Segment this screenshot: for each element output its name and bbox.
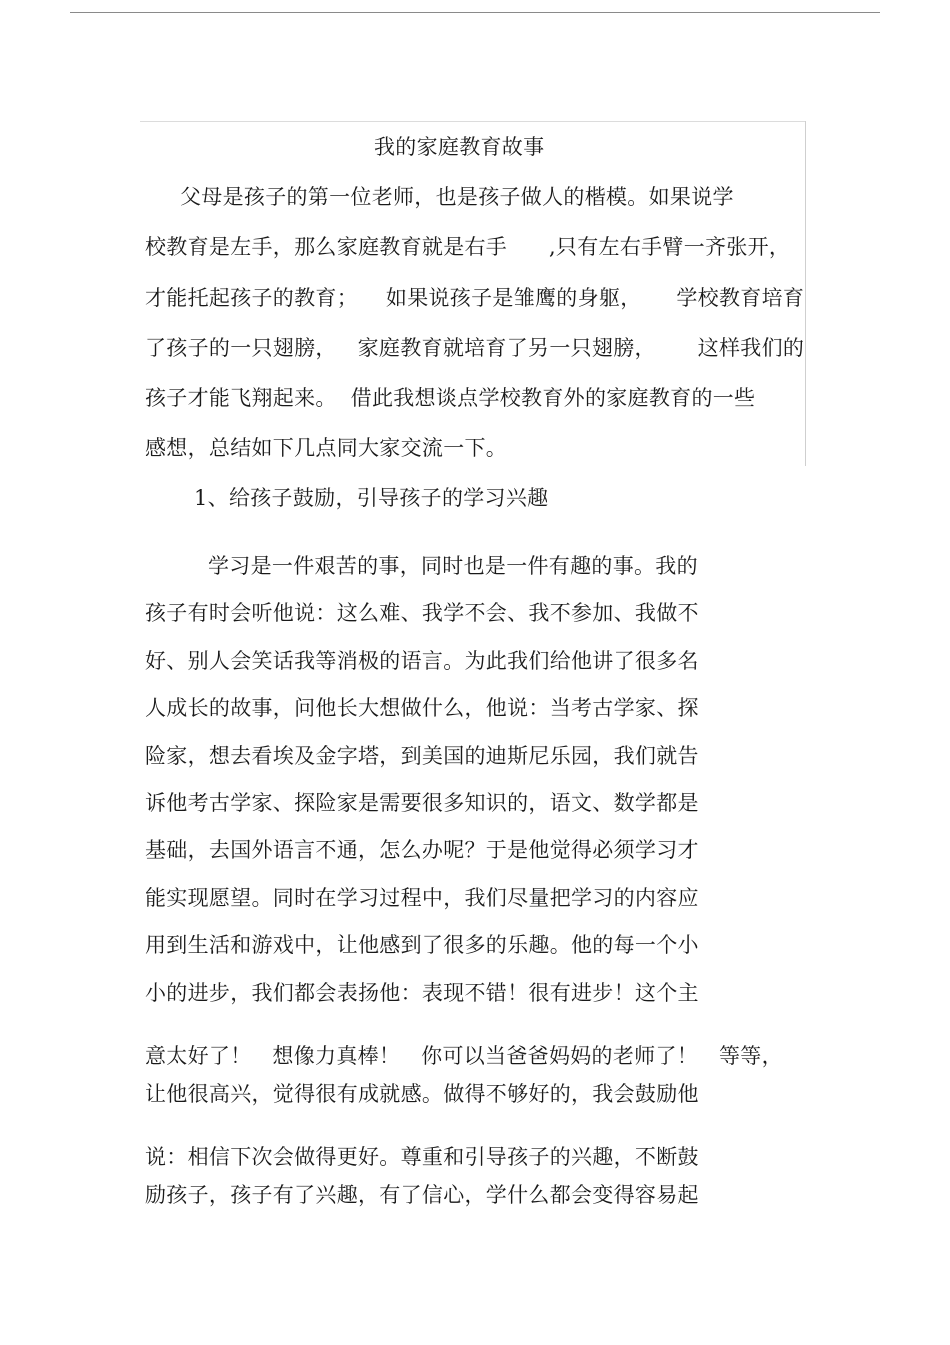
section-heading: 1、给孩子鼓励，引导孩子的学习兴趣: [194, 486, 549, 510]
paragraph-line: 学习是一件艰苦的事，同时也是一件有趣的事。我的: [208, 554, 698, 578]
paragraph-line: 说：相信下次会做得更好。尊重和引导孩子的兴趣，不断鼓: [145, 1145, 699, 1169]
paragraph-line: 父母是孩子的第一位老师，也是孩子做人的楷模。如果说学: [180, 185, 734, 209]
text-frame-top-border: [140, 121, 805, 122]
header-rule: [70, 12, 880, 13]
paragraph-line: 人成长的故事，问他长大想做什么，他说：当考古学家、探: [145, 696, 699, 720]
paragraph-line: 了孩子的一只翅膀， 家庭教育就培育了另一只翅膀， 这样我们的: [145, 336, 805, 360]
paragraph-line: 险家，想去看埃及金字塔，到美国的迪斯尼乐园，我们就告: [145, 744, 699, 768]
paragraph-line: 励孩子，孩子有了兴趣，有了信心，学什么都会变得容易起: [145, 1183, 699, 1207]
paragraph-line: 小的进步，我们都会表扬他：表现不错！很有进步！这个主: [145, 981, 699, 1005]
text-frame-right-border: [805, 121, 806, 466]
paragraph-line: 用到生活和游戏中，让他感到了很多的乐趣。他的每一个小: [145, 933, 699, 957]
paragraph-line: 基础，去国外语言不通，怎么办呢？于是他觉得必须学习才: [145, 838, 699, 862]
paragraph-line: 意太好了！ 想像力真棒！ 你可以当爸爸妈妈的老师了！ 等等，: [145, 1044, 783, 1068]
paragraph-line: 好、别人会笑话我等消极的语言。为此我们给他讲了很多名: [145, 649, 699, 673]
paragraph-line: 诉他考古学家、探险家是需要很多知识的，语文、数学都是: [145, 791, 699, 815]
document-title: 我的家庭教育故事: [374, 135, 545, 159]
paragraph-line: 校教育是左手，那么家庭教育就是右手 ,只有左右手臂一齐张开，: [145, 235, 791, 259]
paragraph-line: 能实现愿望。同时在学习过程中，我们尽量把学习的内容应: [145, 886, 699, 910]
paragraph-line: 让他很高兴，觉得很有成就感。做得不够好的，我会鼓励他: [145, 1082, 699, 1106]
paragraph-line: 才能托起孩子的教育； 如果说孩子是雏鹰的身躯， 学校教育培育: [145, 286, 805, 310]
paragraph-line: 孩子才能飞翔起来。 借此我想谈点学校教育外的家庭教育的一些: [145, 386, 756, 410]
paragraph-line: 感想，总结如下几点同大家交流一下。: [145, 436, 508, 460]
paragraph-line: 孩子有时会听他说：这么难、我学不会、我不参加、我做不: [145, 601, 699, 625]
